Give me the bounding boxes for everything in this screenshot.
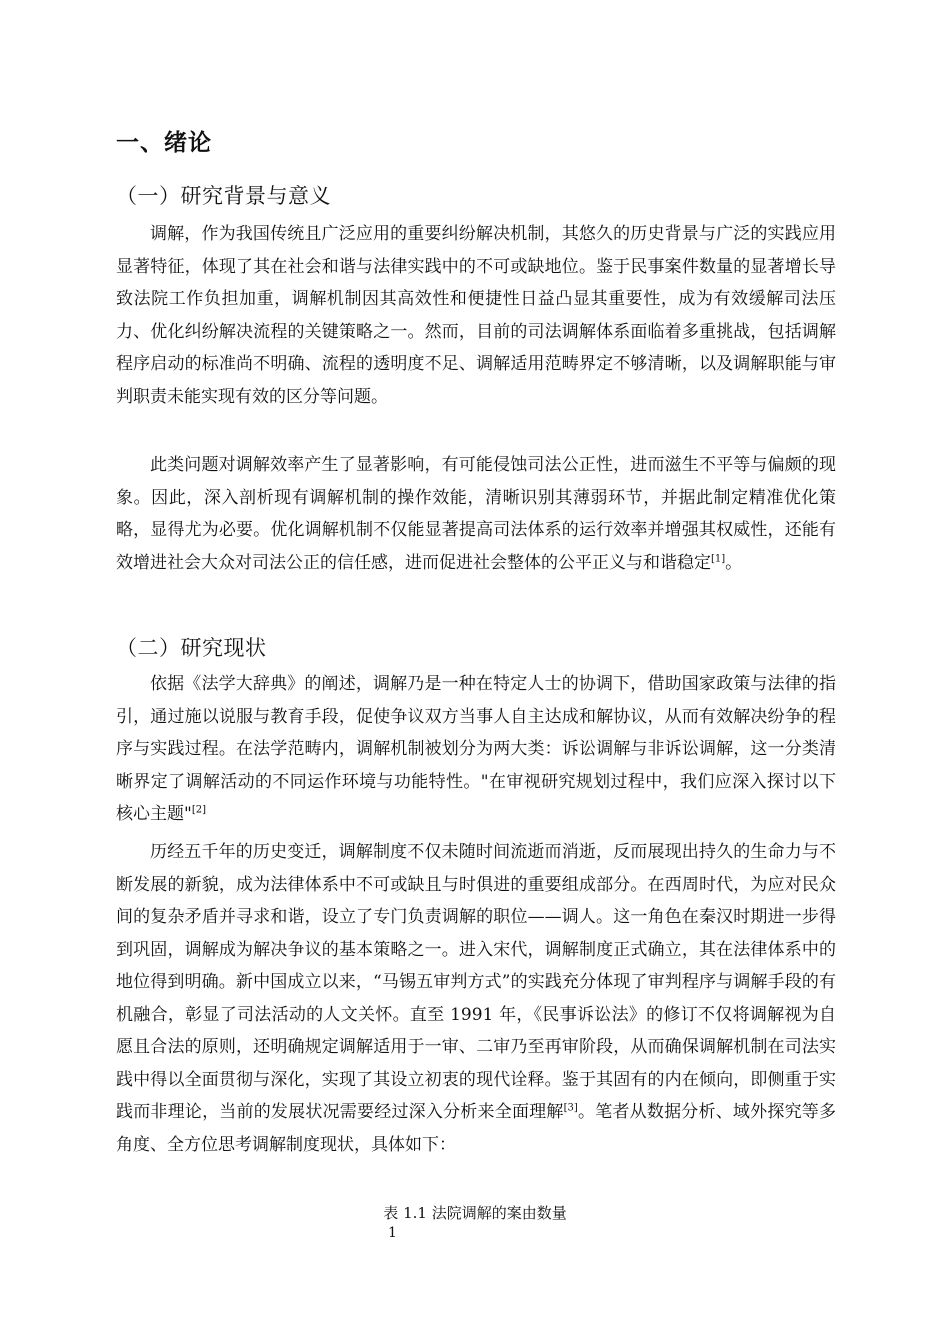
paragraph-text: 依据《法学大辞典》的阐述，调解乃是一种在特定人士的协调下，借助国家政策与法律的指引，通过施以说服与教育手段，促使争议双方当事人自主达成和解协议，从而有效解决纷争的程序与实践过程。在法学范畴内，调解机制被划分为两大类：诉讼调解与非诉讼调解，这一分类清晰界定了调解活动的不同运作环境与功能特性。"在审视研究规划过程中，我们应深入探讨以下核心主题": [116, 674, 836, 824]
paragraph-text: 历经五千年的历史变迁，调解制度不仅未随时间流逝而消逝，反而展现出持久的生命力与不断发展的新貌，成为法律体系中不可或缺且与时俱进的重要组成部分。在西周时代，为应对民众间的复杂矛盾并寻求和谐，设立了专门负责调解的职位——调人。这一角色在秦汉时期进一步得到巩固，调解成为解决争议的基本策略之一。进入宋代，调解制度正式确立，其在法律体系中的地位得到明确。新中国成立以来，“马锡五审判方式”的实践充分体现了审判程序与调解手段的有机融合，彰显了司法活动的人文关怀。直至 1991 年，《民事诉讼法》的修订不仅将调解视为自愿且合法的原则，还明确规定调解适用于一审、二审乃至再审阶段，从而确保调解机制在司法实践中得以全面贯彻与深化，实现了其设立初衷的现代诠释。鉴于其固有的内在倾向，即侧重于实践而非理论，当前的发展状况需要经过深入分析来全面理解: [116, 842, 836, 1122]
paragraph-text: 此类问题对调解效率产生了显著影响，有可能侵蚀司法公正性，进而滋生不平等与偏颇的现象。因此，深入剖析现有调解机制的操作效能，清晰识别其薄弱环节，并据此制定精准优化策略，显得尤为必要。优化调解机制不仅能显著提高司法体系的运行效率并增强其权威性，还能有效增进社会大众对司法公正的信任感，进而促进社会整体的公平正义与和谐稳定: [116, 455, 836, 573]
paragraph-status-1: [116, 668, 836, 831]
citation-marker: [3]: [563, 1102, 578, 1114]
table-caption: 表 1.1 法院调解的案由数量: [383, 1204, 567, 1222]
paragraph-background-2: [116, 449, 836, 579]
citation-marker: [1]: [711, 552, 726, 564]
paragraph-end: 。笔者从数据分析、域外探究等多角度、全方位思考调解制度现状，具体如下：: [116, 1102, 837, 1155]
section-heading-background: （一）研究背景与意义: [116, 184, 331, 208]
paragraph-end: 。: [725, 552, 743, 573]
section-heading-status: （二）研究现状: [116, 636, 267, 660]
chapter-heading: 一、绪论: [116, 130, 212, 156]
paragraph-status-2: [116, 836, 836, 1161]
page-number: 1: [388, 1225, 397, 1241]
citation-marker: [2]: [191, 804, 206, 816]
paragraph-background-1: 调解，作为我国传统且广泛应用的重要纠纷解决机制，其悠久的历史背景与广泛的实践应用显著特征，体现了其在社会和谐与法律实践中的不可或缺地位。鉴于民事案件数量的显著增长导致法院工作负担加重，调解机制因其高效性和便捷性日益凸显其重要性，成为有效缓解司法压力、优化纠纷解决流程的关键策略之一。然而，目前的司法调解体系面临着多重挑战，包括调解程序启动的标准尚不明确、流程的透明度不足、调解适用范畴界定不够清晰，以及调解职能与审判职责未能实现有效的区分等问题。: [116, 224, 836, 407]
